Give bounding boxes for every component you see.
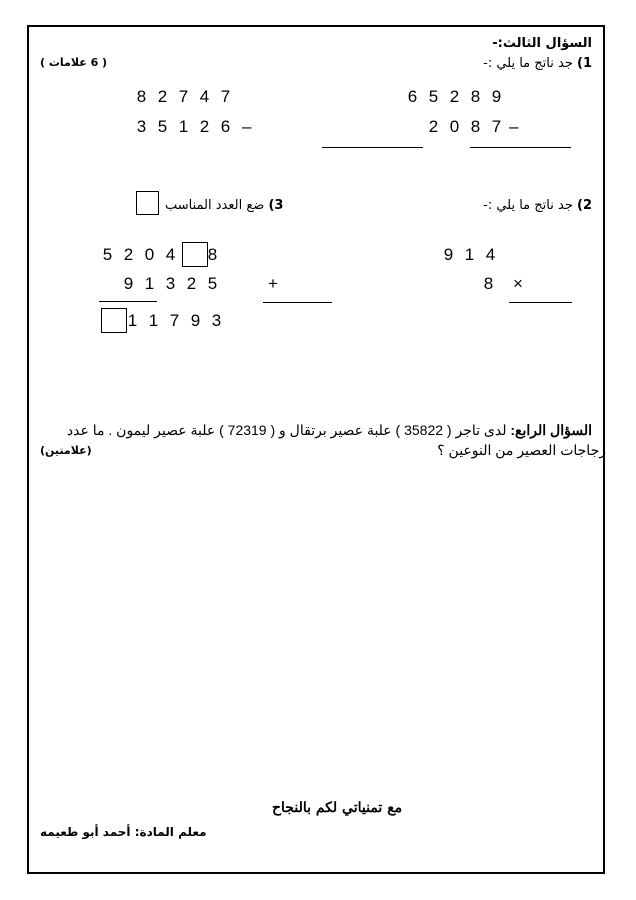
mult-operator: × xyxy=(513,274,523,293)
sub-right-operator: – xyxy=(509,117,519,136)
q3-part3-label: 3) xyxy=(268,198,284,213)
q4-marks: (علامتين) xyxy=(40,444,92,457)
sub-right-answer-line xyxy=(470,147,571,148)
add-top: 5 2 0 4 xyxy=(102,245,176,264)
sub-right-bottom: 2 0 8 7 xyxy=(428,117,502,136)
sub-right-top: 6 5 2 8 9 xyxy=(407,87,502,106)
q3-part2 xyxy=(483,198,592,213)
add-top-last-digit: 8 xyxy=(207,245,218,264)
sub-left-operator: – xyxy=(242,117,252,136)
q4-text1: لدى تاجر ( 35822 ) علبة عصير برتقال و ( 72319 ) علبة عصير ليمون . ما عدد xyxy=(66,422,507,438)
q3-part1-label: 1) xyxy=(577,56,592,71)
footer-motto: مع تمنياتي لكم بالنجاح xyxy=(272,800,403,816)
mult-bottom: 8 xyxy=(483,274,494,293)
add-answer-line xyxy=(263,302,332,303)
q3-part2-text: جد ناتج ما يلي :- xyxy=(483,198,573,213)
add-line xyxy=(99,301,157,302)
q3-part2-label: 2) xyxy=(577,198,592,213)
sub-left-bottom: 3 5 1 2 6 xyxy=(136,117,231,136)
q4-line2: زجاجات العصير من النوعين ؟ xyxy=(437,442,606,458)
mult-top: 9 1 4 xyxy=(443,245,496,264)
q3-marks: ( 6 علامات ) xyxy=(40,56,108,69)
footer-teacher: معلم المادة: أحمد أبو طعيمه xyxy=(40,825,207,839)
add-result: 1 1 7 9 3 xyxy=(127,311,222,330)
q3-part1 xyxy=(483,56,592,71)
q3-part3 xyxy=(165,198,283,213)
part3-answer-box[interactable] xyxy=(136,191,159,215)
add-operator: + xyxy=(268,274,278,293)
sub-left-answer-line xyxy=(322,147,423,148)
q3-part3-text: ضع العدد المناسب xyxy=(165,198,265,213)
q3-title: السؤال الثالث:- xyxy=(492,36,592,51)
add-bottom: 9 1 3 2 5 xyxy=(123,274,218,293)
q3-part1-text: جد ناتج ما يلي :- xyxy=(483,56,573,71)
q4-line1 xyxy=(67,420,592,440)
mult-answer-line xyxy=(509,302,572,303)
sub-left-top: 8 2 7 4 7 xyxy=(136,87,231,106)
q4-title: السؤال الرابع: xyxy=(510,422,592,438)
